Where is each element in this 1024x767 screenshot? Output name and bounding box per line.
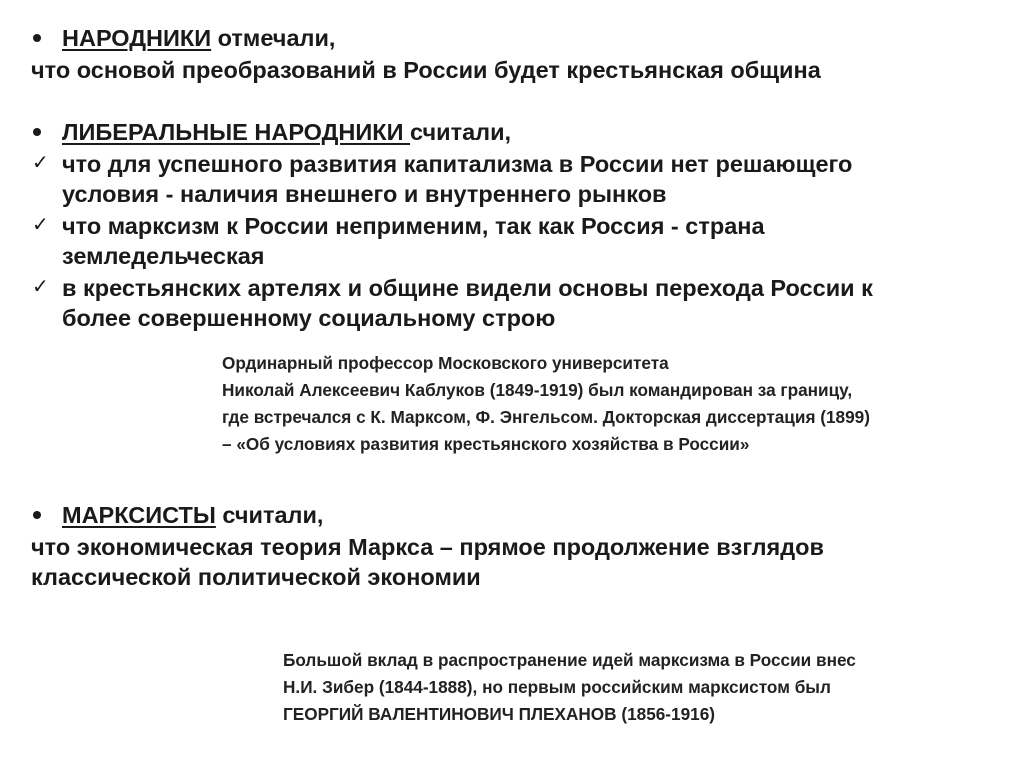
narodniki-heading-rest: отмечали, — [211, 25, 336, 51]
liberal-heading-rest: считали, — [410, 119, 512, 145]
kablukov-note-line-2: Николай Алексеевич Каблуков (1849-1919) был командирован за границу, — [222, 380, 853, 400]
liberal-point-3-line-1: в крестьянских артелях и общине видели основы перехода России к — [62, 275, 873, 301]
kablukov-note-line-4: – «Об условиях развития крестьянского хозяйства в России» — [222, 434, 750, 454]
check-mark-icon: ✓ — [32, 276, 49, 298]
liberal-point-3-line-2: более совершенному социальному строю — [62, 305, 556, 331]
marxists-heading — [62, 501, 323, 529]
plekhanov-note-line-3: ГЕОРГИЙ ВАЛЕНТИНОВИЧ ПЛЕХАНОВ (1856-1916) — [283, 704, 715, 724]
liberal-term: ЛИБЕРАЛЬНЫЕ НАРОДНИКИ — [62, 119, 411, 145]
check-mark-icon: ✓ — [32, 214, 49, 236]
marxists-text-line-2: классической политической экономии — [31, 564, 481, 590]
check-mark-icon: ✓ — [32, 152, 49, 174]
kablukov-note-line-3: где встречался с К. Марксом, Ф. Энгельсом. Докторская диссертация (1899) — [222, 407, 870, 427]
bullet-dot-icon — [33, 34, 41, 42]
bullet-dot-icon — [33, 128, 41, 136]
liberal-point-1-line-2: условия - наличия внешнего и внутреннего рынков — [62, 181, 667, 207]
plekhanov-note-line-2: Н.И. Зибер (1844-1888), но первым российским марксистом был — [283, 677, 831, 697]
bullet-dot-icon — [33, 511, 41, 519]
marxists-heading-rest: считали, — [215, 502, 324, 528]
liberal-point-2-line-2: земледельческая — [62, 243, 265, 269]
narodniki-text: что основой преобразований в России будет крестьянская община — [31, 57, 821, 83]
liberal-point-2-line-1: что марксизм к России неприменим, так как Россия - страна — [62, 213, 765, 239]
liberal-heading — [62, 118, 511, 146]
narodniki-term: НАРОДНИКИ — [62, 25, 212, 51]
plekhanov-note-line-1: Большой вклад в распространение идей марксизма в России внес — [283, 650, 856, 670]
marxists-text-line-1: что экономическая теория Маркса – прямое продолжение взглядов — [31, 534, 824, 560]
kablukov-note-line-1: Ординарный профессор Московского университета — [222, 353, 669, 373]
liberal-point-1-line-1: что для успешного развития капитализма в России нет решающего — [62, 151, 853, 177]
marxists-term: МАРКСИСТЫ — [62, 502, 216, 528]
narodniki-heading — [62, 24, 335, 52]
